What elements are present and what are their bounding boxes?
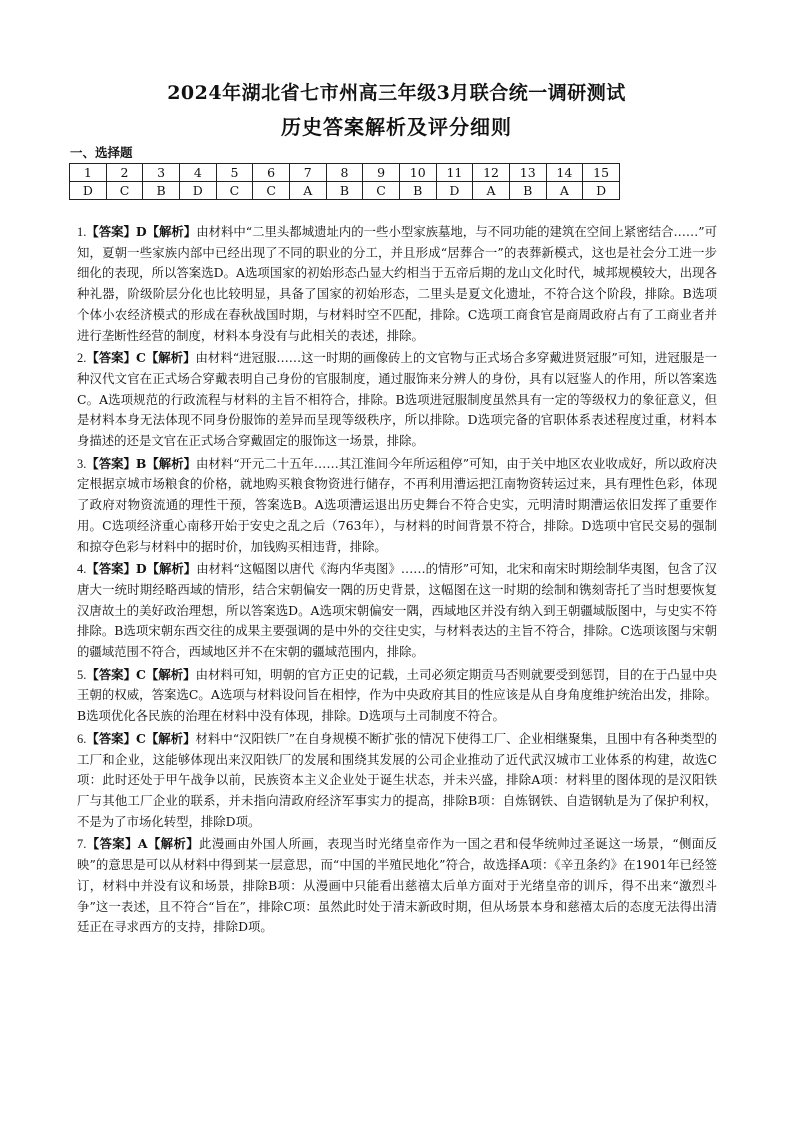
document-subtitle: 历史答案解析及评分细则 xyxy=(281,115,512,139)
question-number-cell: 4 xyxy=(179,164,216,182)
answer-label: 【答案】 xyxy=(86,455,136,471)
answer-label: 【答案】 xyxy=(86,350,136,366)
item-text: 由材料中“二里头都城遗址内的一些小型家族墓地，与不同功能的建筑在空间上紧密结合……”可知，夏朝一些家族内部中已经出现了不同的职业的分工，并且形成“居葬合一”的表葬新模式，这也是社会分工进一步细化的表现，所以答案选D。A选项国家的初始形态凸显大约相当于五帝后期的龙山文化时代，城邦规模较大，出现各种礼器，阶级阶层分化也比较明显，具备了国家的初始形态，二里头是夏文化遗址，不符合这个阶段，排除。B选项个体小农经济模式的形成在春秋战国时期，与材料时空不匹配，排除。C选项工商食官是商周政府占有了工商业者并进行垄断性经营的制度，材料本身没有与此相关的表述，排除。 xyxy=(77,224,717,343)
explanation-item xyxy=(77,348,717,452)
answer-cell: C xyxy=(106,182,143,200)
item-answer: C xyxy=(135,350,146,366)
answer-cell: B xyxy=(143,182,180,200)
question-number-cell: 14 xyxy=(546,164,583,182)
item-text: 此漫画由外国人所画，表现当时光绪皇帝作为一国之君和侵华统帅过圣诞这一场景，“侧面反映”的意思是可以从材料中得到某一层意思，而“中国的半殖民地化”符合，故选择A项：《辛丑条约》在1901年已经签订，材料中并没有议和场景，排除B项：从漫画中只能看出慈禧太后单方面对于光绪皇帝的训斥，得不出来“激烈斗争”这一表述，且不符合“旨在”，排除C项：虽然此时处于清末新政时期，但从场景本身和慈禧太后的态度无法得出清廷正在寻求西方的支持，排除D项。 xyxy=(77,836,717,935)
item-text: 由材料可知，明朝的官方正史的记载，土司必须定期贡马否则就要受到惩罚，目的在于凸显中央王朝的权威，答案选C。A选项与材料设问旨在相悖，作为中央政府其目的性应该是从自身角度维护统治出发，排除。B选项优化各民族的治理在材料中没有体现，排除。D选项与土司制度不符合。 xyxy=(77,666,718,724)
question-number-cell: 8 xyxy=(326,164,363,182)
analysis-label: 【解析】 xyxy=(145,666,196,682)
question-number-cell: 15 xyxy=(583,164,620,182)
section-heading: 一、选择题 xyxy=(70,145,133,160)
question-number-cell: 7 xyxy=(289,164,326,182)
question-number-cell: 3 xyxy=(143,164,180,182)
explanation-item xyxy=(77,222,717,346)
item-answer: C xyxy=(135,730,146,746)
answer-label: 【答案】 xyxy=(86,730,136,746)
item-text: 材料中“汉阳铁厂”在自身规模不断扩张的情况下使得工厂、企业相继聚集，且围中有各种类型的工厂和企业，这能够体现出来汉阳铁厂的发展和围绕其发展的公司企业推动了近代武汉城市工业体系的构建，故选C项：此时还处于甲午战争以前，民族资本主义企业处于诞生状态，并未兴盛，排除A项：材料里的图体现的是汉阳铁厂与其他工厂企业的联系，并未指向清政府经济军事实力的提高，排除B项：自炼钢铁、自造钢轨是为了保护利权，不是为了市场化转型，排除D项。 xyxy=(77,730,718,829)
answer-label: 【答案】 xyxy=(86,224,136,239)
answer-cell: D xyxy=(179,182,216,200)
answer-cell: C xyxy=(363,182,400,200)
explanation-item xyxy=(77,834,717,938)
item-answer: A xyxy=(137,836,148,852)
answer-cell: B xyxy=(326,182,363,200)
item-number: 3. xyxy=(77,456,87,471)
question-number-cell: 11 xyxy=(436,164,473,182)
item-number: 1. xyxy=(77,225,87,239)
answer-cell: B xyxy=(509,182,546,200)
item-number: 5. xyxy=(77,667,87,682)
analysis-label: 【解析】 xyxy=(145,730,196,746)
analysis-label: 【解析】 xyxy=(147,836,200,852)
analysis-label: 【解析】 xyxy=(146,224,197,239)
answer-cell: C xyxy=(253,182,290,200)
answer-cell: D xyxy=(583,182,620,200)
question-number-cell: 5 xyxy=(216,164,253,182)
question-number-cell: 1 xyxy=(70,164,107,182)
explanation-item xyxy=(77,665,717,727)
item-number: 4. xyxy=(77,562,87,577)
item-answer: D xyxy=(135,224,147,239)
item-number: 6. xyxy=(77,731,87,746)
document-title: 2024年湖北省七市州高三年级3月联合统一调研测试 xyxy=(167,82,626,104)
question-number-cell: 6 xyxy=(253,164,290,182)
question-number-cell: 12 xyxy=(473,164,510,182)
question-number-cell: 9 xyxy=(363,164,400,182)
question-number-cell: 13 xyxy=(509,164,546,182)
item-text: 由材料“进冠服……这一时期的画像砖上的文官物与正式场合多穿戴进贤冠服”可知，进冠服是一种汉代文官在正式场合穿戴表明自己身份的官服制度，通过服饰来分辨人的身份，具有以冠鉴人的作用，所以答案选C。A选项规范的行政流程与材料的主旨不相符合，排除。B选项进冠服制度虽然具有一定的等级权力的象征意义，但是材料本身无法体现不同身份服饰的差异而呈现等级秩序，所以排除。D选项完备的官职体系表述程度过重，材料本身描述的还是文官在正式场合穿戴固定的服饰这一场景，排除。 xyxy=(77,350,718,449)
answer-cell: A xyxy=(546,182,583,200)
item-answer: B xyxy=(135,455,147,471)
answer-cell: A xyxy=(289,182,326,200)
explanation-item xyxy=(77,729,717,833)
answer-explanations xyxy=(77,222,717,940)
question-number-cell: 10 xyxy=(399,164,436,182)
item-answer: C xyxy=(136,666,146,682)
answer-table-number-row xyxy=(70,164,620,182)
analysis-label: 【解析】 xyxy=(145,350,196,366)
answer-table-answer-row xyxy=(70,182,620,200)
answer-label: 【答案】 xyxy=(86,666,136,682)
item-number: 2. xyxy=(77,351,87,366)
item-answer: D xyxy=(135,561,147,577)
item-text: 由材料“这幅图以唐代《海内华夷图》……的情形”可知，北宋和南宋时期绘制华夷图，包含了汉唐大一统时期经略西域的情形，结合宋朝偏安一隅的历史背景，这幅图在这一时期的绘制和镌刻寄托了当时想要恢复汉唐故土的美好政治理想，所以答案选D。A选项宋朝偏安一隅，西域地区并没有纳入到王朝疆域版图中，与史实不符排除。B选项宋朝东西交往的成果主要强调的是中外的交往史实，与材料表达的主旨不符合，排除。C选项该图与宋朝的疆域范围不符合，西域地区并不在宋朝的疆域范围内，排除。 xyxy=(77,561,718,660)
explanation-item xyxy=(77,454,717,558)
answer-table xyxy=(69,163,620,200)
answer-cell: D xyxy=(436,182,473,200)
answer-label: 【答案】 xyxy=(86,836,138,852)
question-number-cell: 2 xyxy=(106,164,143,182)
analysis-label: 【解析】 xyxy=(146,455,196,471)
item-number: 7. xyxy=(77,837,87,852)
answer-cell: A xyxy=(473,182,510,200)
answer-cell: B xyxy=(399,182,436,200)
item-text: 由材料“开元二十五年……其江淮间今年所运租停”可知，由于关中地区农业收成好，所以政府决定根据京城市场粮食的价格，就地购买粮食物资进行储存，不再利用漕运把江南物资转运过来，具有理性色彩，体现了政府对物资流通的理性干预，答案选B。A选项漕运退出历史舞台不符合史实，元明清时期漕运依旧发挥了重要作用。C选项经济重心南移开始于安史之乱之后（763年），与材料的时间背景不符合，排除。D选项中官民交易的强制和掠夺色彩与材料中的据时价，加钱购买相违背，排除。 xyxy=(77,455,718,554)
analysis-label: 【解析】 xyxy=(146,561,197,577)
answer-cell: C xyxy=(216,182,253,200)
answer-cell: D xyxy=(70,182,107,200)
answer-label: 【答案】 xyxy=(86,561,136,577)
explanation-item xyxy=(77,559,717,663)
